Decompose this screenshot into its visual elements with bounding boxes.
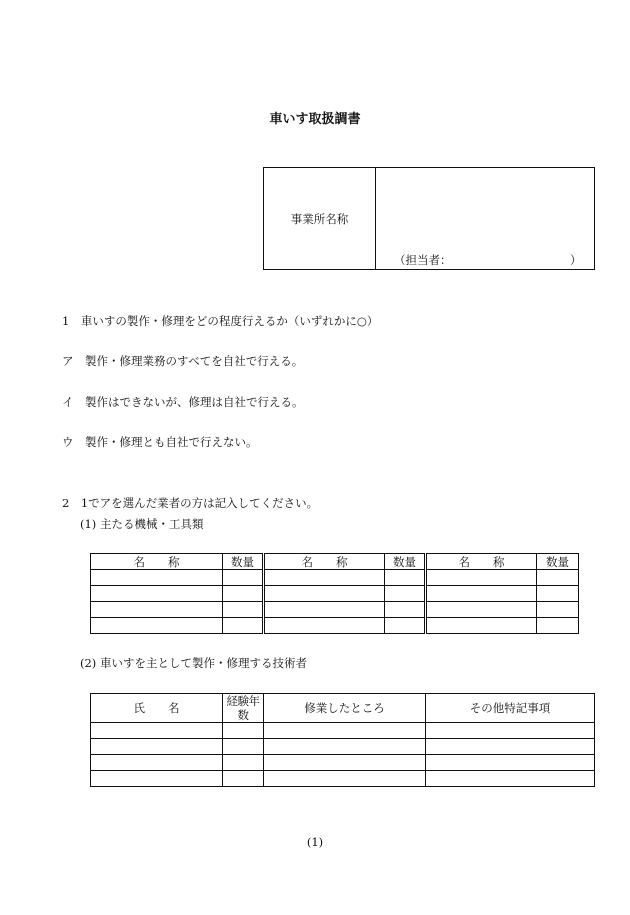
table-cell[interactable] — [264, 771, 426, 787]
column-header: 名 称 — [426, 554, 537, 570]
table-cell[interactable] — [426, 570, 537, 586]
table-cell[interactable] — [426, 755, 595, 771]
table-cell[interactable] — [537, 618, 579, 634]
table-cell[interactable] — [223, 602, 264, 618]
table-cell[interactable] — [264, 723, 426, 739]
table-cell[interactable] — [223, 771, 264, 787]
table-cell[interactable] — [91, 618, 223, 634]
table-header-row — [91, 694, 595, 723]
table-row — [91, 739, 595, 755]
table-cell[interactable] — [223, 586, 264, 602]
table-cell[interactable] — [91, 739, 223, 755]
column-header: 数量 — [223, 554, 264, 570]
column-header: 数量 — [537, 554, 579, 570]
q2-heading: 2 1でアを選んだ業者の方は記入してください。 — [62, 496, 319, 510]
table-cell[interactable] — [426, 739, 595, 755]
column-header: その他特記事項 — [426, 694, 595, 723]
table-cell[interactable] — [537, 602, 579, 618]
table-cell[interactable] — [264, 586, 385, 602]
table-cell[interactable] — [385, 618, 426, 634]
contact-person-label: （担当者： — [394, 253, 452, 267]
table-row — [91, 618, 579, 634]
table-header-row — [91, 554, 579, 570]
table-cell[interactable] — [223, 570, 264, 586]
table-cell[interactable] — [91, 723, 223, 739]
table-cell[interactable] — [537, 570, 579, 586]
page-number: (1) — [306, 835, 324, 849]
table-cell[interactable] — [91, 602, 223, 618]
table-cell[interactable] — [223, 723, 264, 739]
table-cell[interactable] — [91, 586, 223, 602]
q1-option-a: ア 製作・修理業務のすべてを自社で行える。 — [62, 354, 304, 368]
table-cell[interactable] — [426, 586, 537, 602]
table-row — [91, 723, 595, 739]
column-header: 氏 名 — [91, 694, 223, 723]
technician-table — [90, 693, 595, 787]
table-row — [91, 586, 579, 602]
table-cell[interactable] — [537, 586, 579, 602]
table-row — [91, 771, 595, 787]
table-cell[interactable] — [264, 602, 385, 618]
document-title: 車いす取扱調書 — [269, 112, 361, 127]
table-cell[interactable] — [426, 618, 537, 634]
q1-option-u: ウ 製作・修理とも自社で行えない。 — [62, 435, 258, 449]
table-cell[interactable] — [223, 739, 264, 755]
q2-sub2-label: (2) 車いすを主として製作・修理する技術者 — [80, 656, 307, 670]
equipment-table — [90, 553, 579, 634]
table-cell[interactable] — [385, 586, 426, 602]
table-cell[interactable] — [264, 755, 426, 771]
table-row — [91, 755, 595, 771]
table-cell[interactable] — [385, 602, 426, 618]
table-row — [91, 570, 579, 586]
table-cell[interactable] — [426, 602, 537, 618]
table-cell[interactable] — [91, 771, 223, 787]
column-header: 名 称 — [91, 554, 223, 570]
q2-sub1-label: (1) 主たる機械・工具類 — [80, 517, 204, 531]
table-cell[interactable] — [385, 570, 426, 586]
contact-person-close: ） — [570, 253, 582, 267]
q1-heading: 1 車いすの製作・修理をどの程度行えるか（いずれかに○） — [62, 314, 379, 328]
table-cell[interactable] — [223, 755, 264, 771]
q1-option-i: イ 製作はできないが、修理は自社で行える。 — [62, 395, 304, 409]
column-header: 名 称 — [264, 554, 385, 570]
office-name-label: 事業所名称 — [264, 168, 376, 269]
table-cell[interactable] — [91, 570, 223, 586]
column-header: 修業したところ — [264, 694, 426, 723]
office-name-box — [263, 167, 595, 270]
table-cell[interactable] — [264, 739, 426, 755]
table-cell[interactable] — [91, 755, 223, 771]
table-cell[interactable] — [264, 618, 385, 634]
table-row — [91, 602, 579, 618]
table-cell[interactable] — [223, 618, 264, 634]
column-header: 数量 — [385, 554, 426, 570]
table-cell[interactable] — [264, 570, 385, 586]
column-header: 経験年数 — [223, 694, 264, 723]
table-cell[interactable] — [426, 771, 595, 787]
table-cell[interactable] — [426, 723, 595, 739]
